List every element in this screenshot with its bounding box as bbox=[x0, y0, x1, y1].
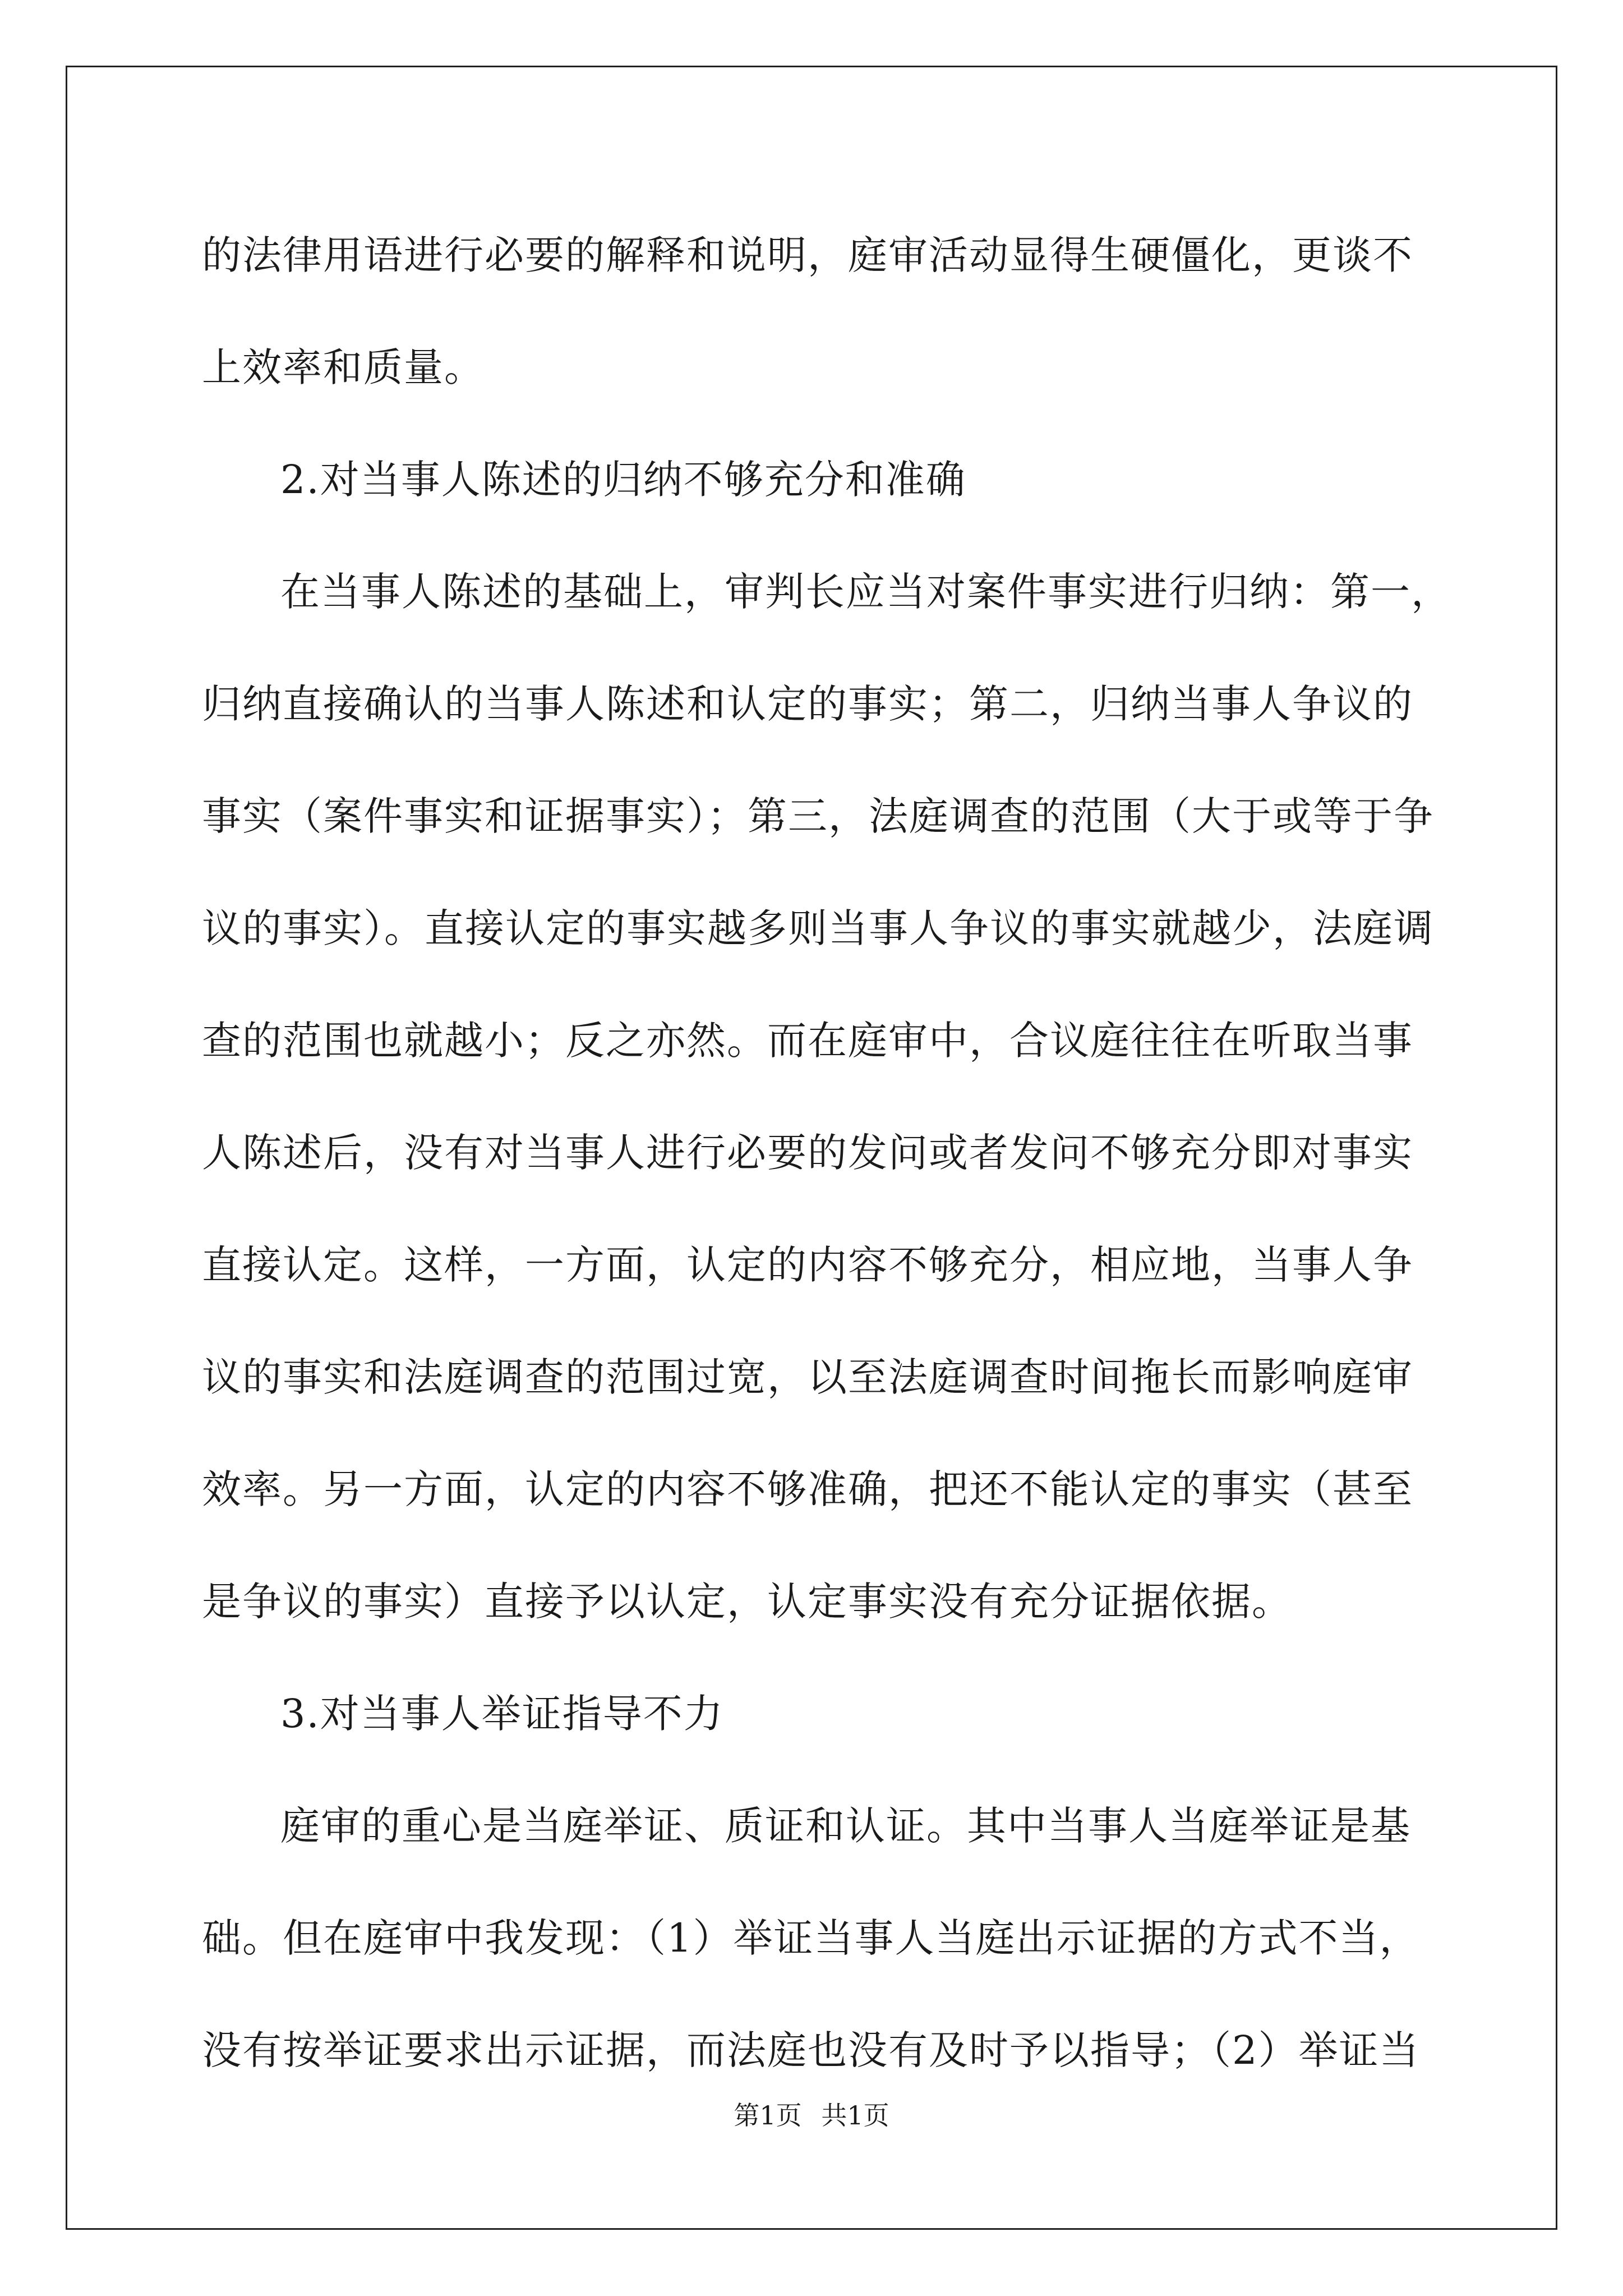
text-line: 上效率和质量。 bbox=[202, 344, 485, 390]
page-total: 共1页 bbox=[821, 2100, 889, 2131]
text-line: 效率。另一方面，认定的内容不够准确，把还不能认定的事实（甚至 bbox=[202, 1466, 1413, 1512]
section-heading: 2.对当事人陈述的归纳不够充分和准确 bbox=[280, 457, 966, 503]
text-line: 事实（案件事实和证据事实）；第三，法庭调查的范围（大于或等于争 bbox=[202, 793, 1434, 839]
text-line: 的法律用语进行必要的解释和说明，庭审活动显得生硬僵化，更谈不 bbox=[202, 232, 1413, 278]
text-line: 是争议的事实）直接予以认定，认定事实没有充分证据依据。 bbox=[202, 1579, 1292, 1625]
section-heading: 3.对当事人举证指导不力 bbox=[280, 1691, 724, 1737]
page-number: 第1页 bbox=[734, 2100, 802, 2131]
paragraph-start: 在当事人陈述的基础上，审判长应当对案件事实进行归纳：第一， bbox=[280, 569, 1451, 615]
text-line: 议的事实）。直接认定的事实越多则当事人争议的事实就越少，法庭调 bbox=[202, 905, 1434, 951]
document-body bbox=[202, 199, 1451, 2106]
paragraph-start: 庭审的重心是当庭举证、质证和认证。其中当事人当庭举证是基 bbox=[280, 1803, 1411, 1849]
text-line: 查的范围也就越小；反之亦然。而在庭审中，合议庭往往在听取当事 bbox=[202, 1018, 1413, 1064]
text-line: 没有按举证要求出示证据，而法庭也没有及时予以指导；（2）举证当 bbox=[202, 2027, 1420, 2073]
text-line: 人陈述后，没有对当事人进行必要的发问或者发问不够充分即对事实 bbox=[202, 1130, 1413, 1176]
page-footer bbox=[0, 2095, 1623, 2132]
text-line: 直接认定。这样，一方面，认定的内容不够充分，相应地，当事人争 bbox=[202, 1242, 1413, 1288]
text-line: 归纳直接确认的当事人陈述和认定的事实；第二，归纳当事人争议的 bbox=[202, 681, 1413, 727]
text-line: 础。但在庭审中我发现：（1）举证当事人当庭出示证据的方式不当， bbox=[202, 1915, 1420, 1961]
text-line: 议的事实和法庭调查的范围过宽，以至法庭调查时间拖长而影响庭审 bbox=[202, 1354, 1413, 1400]
